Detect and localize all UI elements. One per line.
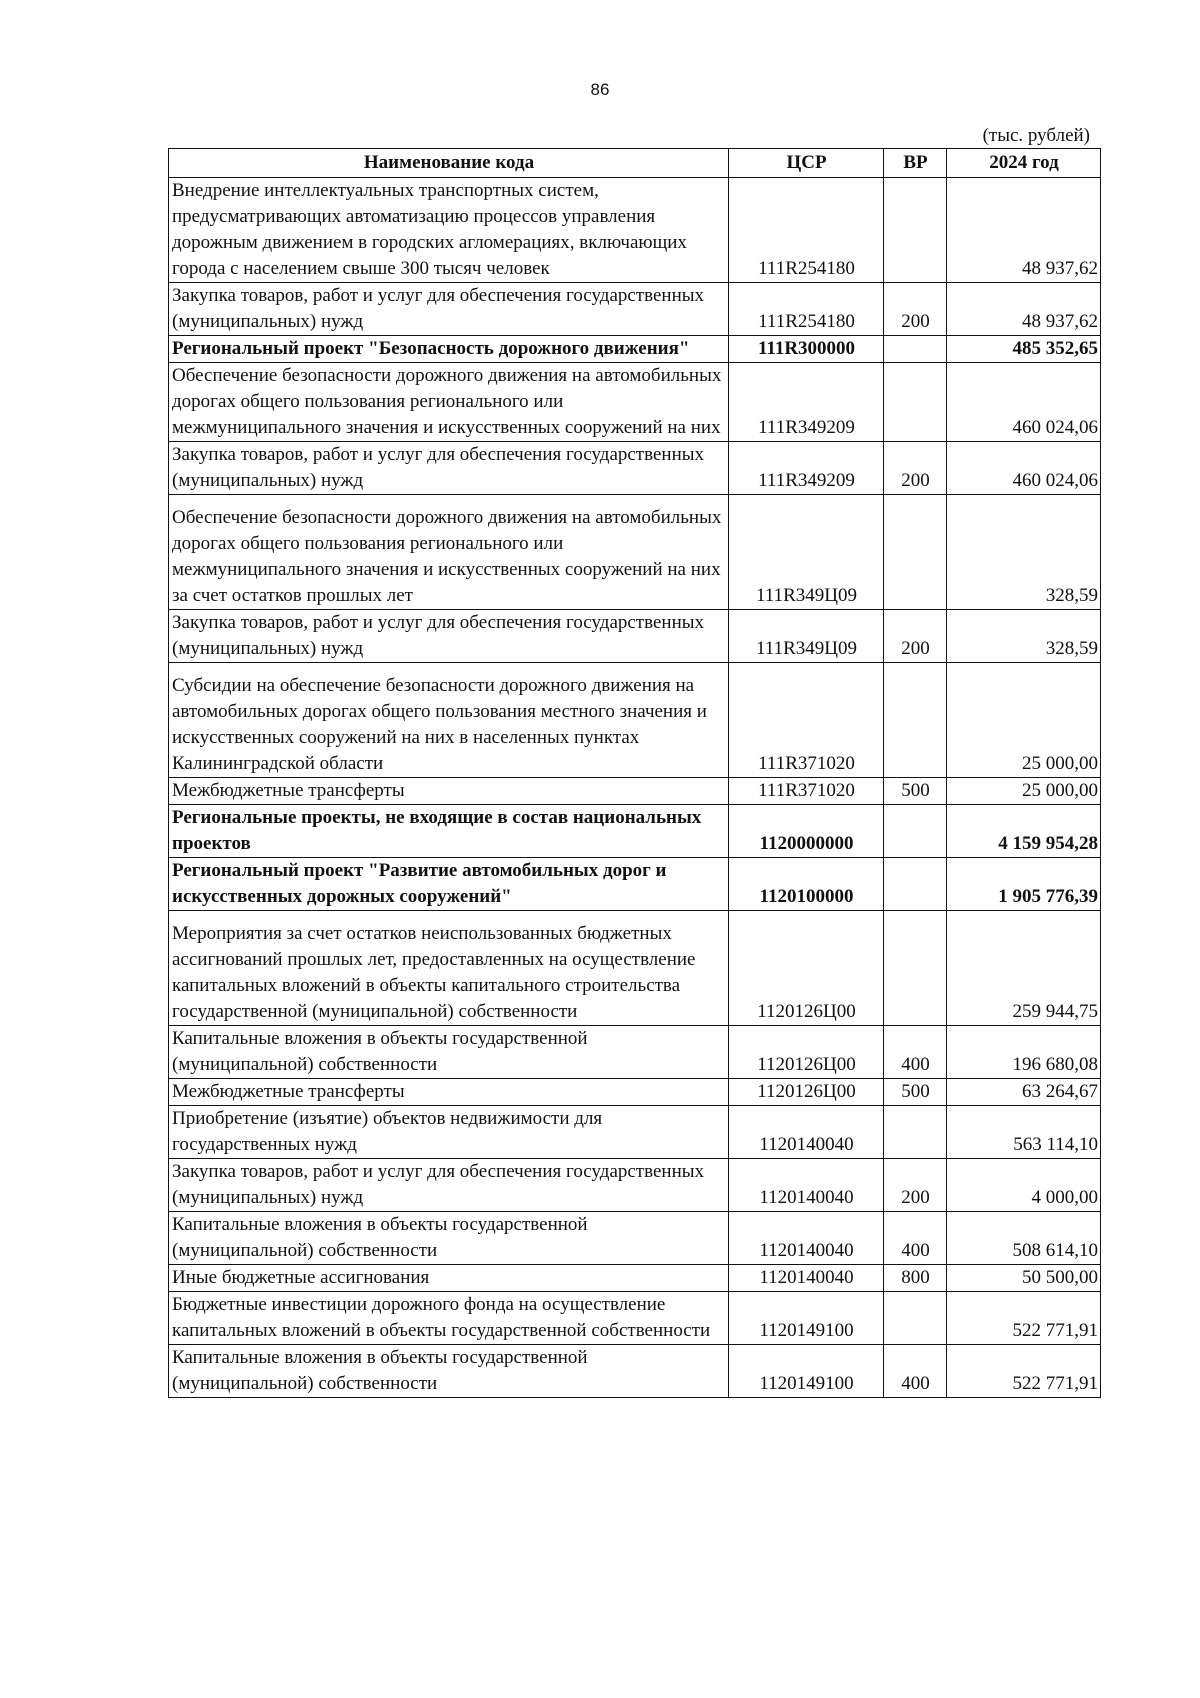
- row-vr: [884, 495, 947, 610]
- row-amount: 485 352,65: [947, 336, 1101, 363]
- row-name: Региональные проекты, не входящие в состав национальных проектов: [169, 805, 729, 858]
- row-csr: 111R349Ц09: [729, 495, 884, 610]
- row-csr: 111R349209: [729, 442, 884, 495]
- row-csr: 111R371020: [729, 663, 884, 778]
- row-csr: 1120140040: [729, 1265, 884, 1292]
- row-amount: 460 024,06: [947, 442, 1101, 495]
- table-row: [169, 283, 1101, 336]
- table-row: [169, 1265, 1101, 1292]
- row-amount: 328,59: [947, 495, 1101, 610]
- row-vr: 500: [884, 1079, 947, 1106]
- row-vr: 400: [884, 1026, 947, 1079]
- row-name: Иные бюджетные ассигнования: [169, 1265, 729, 1292]
- page-number: 86: [590, 80, 610, 99]
- row-vr: [884, 663, 947, 778]
- table-row: [169, 610, 1101, 663]
- table-row: [169, 1159, 1101, 1212]
- table-row: [169, 1212, 1101, 1265]
- table-row: [169, 1345, 1101, 1398]
- row-csr: 1120149100: [729, 1292, 884, 1345]
- row-vr: 200: [884, 442, 947, 495]
- row-name: Приобретение (изъятие) объектов недвижимости для государственных нужд: [169, 1106, 729, 1159]
- row-vr: [884, 178, 947, 283]
- table-row: [169, 178, 1101, 283]
- row-name: Бюджетные инвестиции дорожного фонда на осуществление капитальных вложений в объекты государственной собственности: [169, 1292, 729, 1345]
- row-csr: 111R300000: [729, 336, 884, 363]
- row-name: Обеспечение безопасности дорожного движения на автомобильных дорогах общего пользования регионального или межмуниципального значения и искусственных сооружений на них: [169, 363, 729, 442]
- table-row: [169, 1292, 1101, 1345]
- row-amount: 522 771,91: [947, 1292, 1101, 1345]
- row-vr: [884, 336, 947, 363]
- row-amount: 25 000,00: [947, 663, 1101, 778]
- row-csr: 1120126Ц00: [729, 1079, 884, 1106]
- row-vr: [884, 1106, 947, 1159]
- row-amount: 50 500,00: [947, 1265, 1101, 1292]
- row-vr: 400: [884, 1345, 947, 1398]
- header-name: Наименование кода: [169, 149, 729, 178]
- header-amount: 2024 год: [947, 149, 1101, 178]
- row-csr: 111R254180: [729, 283, 884, 336]
- row-vr: [884, 858, 947, 911]
- row-vr: [884, 1292, 947, 1345]
- row-name: Капитальные вложения в объекты государственной (муниципальной) собственности: [169, 1212, 729, 1265]
- row-csr: 1120140040: [729, 1159, 884, 1212]
- unit-label: (тыс. рублей): [982, 125, 1090, 146]
- row-vr: 200: [884, 610, 947, 663]
- row-name: Закупка товаров, работ и услуг для обеспечения государственных (муниципальных) нужд: [169, 283, 729, 336]
- table-row: [169, 663, 1101, 778]
- row-vr: 200: [884, 1159, 947, 1212]
- table-row: [169, 495, 1101, 610]
- table-row-section: [169, 805, 1101, 858]
- row-amount: 328,59: [947, 610, 1101, 663]
- header-csr: ЦСР: [729, 149, 884, 178]
- row-name: Закупка товаров, работ и услуг для обеспечения государственных (муниципальных) нужд: [169, 442, 729, 495]
- row-csr: 111R349Ц09: [729, 610, 884, 663]
- row-csr: 1120140040: [729, 1212, 884, 1265]
- row-amount: 563 114,10: [947, 1106, 1101, 1159]
- table-row-section: [169, 336, 1101, 363]
- row-vr: 500: [884, 778, 947, 805]
- row-vr: [884, 911, 947, 1026]
- table-row: [169, 778, 1101, 805]
- row-amount: 4 000,00: [947, 1159, 1101, 1212]
- row-amount: 48 937,62: [947, 283, 1101, 336]
- row-amount: 4 159 954,28: [947, 805, 1101, 858]
- row-vr: 400: [884, 1212, 947, 1265]
- row-name: Межбюджетные трансферты: [169, 778, 729, 805]
- row-csr: 1120126Ц00: [729, 1026, 884, 1079]
- table-row-section: [169, 858, 1101, 911]
- row-name: Капитальные вложения в объекты государственной (муниципальной) собственности: [169, 1026, 729, 1079]
- row-name: Мероприятия за счет остатков неиспользованных бюджетных ассигнований прошлых лет, предоставленных на осуществление капитальных вложений в объекты капитального строительства государственной (муниципальной) собственности: [169, 911, 729, 1026]
- table-row: [169, 363, 1101, 442]
- row-name: Обеспечение безопасности дорожного движения на автомобильных дорогах общего пользования регионального или межмуниципального значения и искусственных сооружений на них за счет остатков прошлых лет: [169, 495, 729, 610]
- row-amount: 508 614,10: [947, 1212, 1101, 1265]
- row-csr: 1120149100: [729, 1345, 884, 1398]
- row-name: Региональный проект "Развитие автомобильных дорог и искусственных дорожных сооружений": [169, 858, 729, 911]
- row-amount: 25 000,00: [947, 778, 1101, 805]
- header-row: [169, 149, 1101, 178]
- row-name: Закупка товаров, работ и услуг для обеспечения государственных (муниципальных) нужд: [169, 1159, 729, 1212]
- budget-table: [168, 148, 1101, 1398]
- row-csr: 1120140040: [729, 1106, 884, 1159]
- row-amount: 460 024,06: [947, 363, 1101, 442]
- row-name: Закупка товаров, работ и услуг для обеспечения государственных (муниципальных) нужд: [169, 610, 729, 663]
- row-amount: 48 937,62: [947, 178, 1101, 283]
- row-vr: [884, 805, 947, 858]
- row-csr: 111R371020: [729, 778, 884, 805]
- row-csr: 111R254180: [729, 178, 884, 283]
- table-row: [169, 1026, 1101, 1079]
- row-amount: 259 944,75: [947, 911, 1101, 1026]
- row-name: Субсидии на обеспечение безопасности дорожного движения на автомобильных дорогах общего пользования местного значения и искусственных сооружений на них в населенных пунктах Калининградской области: [169, 663, 729, 778]
- row-csr: 1120000000: [729, 805, 884, 858]
- row-name: Региональный проект "Безопасность дорожного движения": [169, 336, 729, 363]
- header-vr: ВР: [884, 149, 947, 178]
- row-vr: 200: [884, 283, 947, 336]
- row-csr: 1120126Ц00: [729, 911, 884, 1026]
- row-vr: [884, 363, 947, 442]
- row-amount: 63 264,67: [947, 1079, 1101, 1106]
- table-row: [169, 911, 1101, 1026]
- row-amount: 1 905 776,39: [947, 858, 1101, 911]
- row-name: Межбюджетные трансферты: [169, 1079, 729, 1106]
- table-row: [169, 442, 1101, 495]
- table-row: [169, 1106, 1101, 1159]
- row-csr: 1120100000: [729, 858, 884, 911]
- row-name: Капитальные вложения в объекты государственной (муниципальной) собственности: [169, 1345, 729, 1398]
- row-name: Внедрение интеллектуальных транспортных систем, предусматривающих автоматизацию процессов управления дорожным движением в городских агломерациях, включающих города с населением свыше 300 тысяч человек: [169, 178, 729, 283]
- row-amount: 522 771,91: [947, 1345, 1101, 1398]
- row-vr: 800: [884, 1265, 947, 1292]
- row-csr: 111R349209: [729, 363, 884, 442]
- table-row: [169, 1079, 1101, 1106]
- row-amount: 196 680,08: [947, 1026, 1101, 1079]
